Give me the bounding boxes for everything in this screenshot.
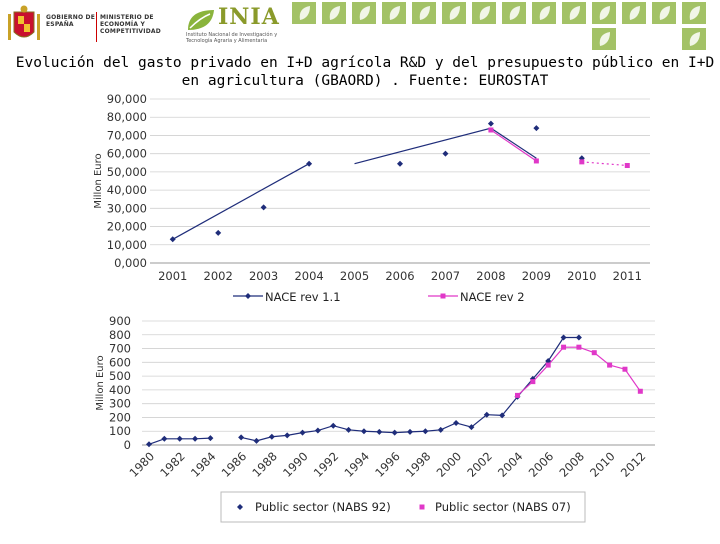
x-tick-label: 2006: [525, 449, 557, 480]
y-tick-label: 900: [109, 314, 131, 328]
x-tick-label: 2008: [556, 449, 588, 480]
data-point-nabs-07: [576, 345, 581, 350]
x-tick-label: 2011: [612, 269, 642, 283]
data-point-nabs-92: [576, 335, 582, 341]
y-tick-label: 40,000: [106, 183, 147, 198]
series-line-nace-rev-2-dotted: [582, 162, 627, 166]
x-tick-label: 2012: [617, 449, 649, 480]
y-tick-label: 100: [109, 424, 131, 439]
x-tick-label: 1994: [341, 449, 373, 480]
data-point-nabs-92: [300, 430, 306, 436]
data-point-nabs-07: [592, 350, 597, 355]
data-point-nabs-92: [330, 423, 336, 429]
data-point-nabs-92: [438, 427, 444, 433]
logo-divider: [96, 12, 97, 42]
data-point-nace-rev-2: [488, 127, 493, 132]
data-point-nace-rev-1-1: [261, 204, 267, 210]
x-tick-label: 2006: [385, 269, 415, 283]
x-tick-label: 2007: [430, 269, 461, 283]
chart-2-legend: [221, 492, 585, 522]
legend-marker-nace-rev-2: [441, 294, 446, 299]
x-tick-label: 2010: [587, 449, 618, 480]
government-logo: [6, 4, 176, 46]
x-tick-label: 2004: [294, 269, 324, 283]
data-point-nabs-07: [607, 363, 612, 368]
data-point-nabs-92: [253, 438, 259, 444]
data-point-nabs-07: [638, 389, 643, 394]
charts-canvas: [93, 92, 659, 540]
y-axis-label: Millon Euro: [93, 153, 104, 209]
data-point-nace-rev-1-1: [170, 236, 176, 242]
y-tick-label: 20,000: [106, 219, 147, 234]
data-point-nabs-07: [515, 393, 520, 398]
series-line-nace-rev-1-1: [173, 164, 309, 240]
y-tick-label: 300: [109, 396, 131, 411]
y-axis-label: Millon Euro: [95, 355, 106, 411]
data-point-nace-rev-1-1: [215, 230, 221, 236]
data-point-nabs-92: [284, 432, 290, 438]
data-point-nace-rev-2: [579, 159, 584, 164]
data-point-nabs-92: [161, 436, 167, 442]
slide-title: Evolución del gasto privado en I+D agrícola R&D y del presupuesto público en I+D en agricultura (GBAORD) . Fuente: EUROSTAT: [15, 55, 715, 89]
y-tick-label: 50,000: [106, 164, 147, 179]
x-tick-label: 1992: [310, 449, 342, 480]
data-point-nace-rev-1-1: [442, 151, 448, 157]
data-point-nace-rev-2: [625, 163, 630, 168]
legend-label-nabs-92: Public sector (NABS 92): [255, 500, 391, 514]
y-tick-label: 80,000: [106, 110, 147, 125]
spain-crest-icon: [6, 4, 42, 46]
x-tick-label: 2004: [495, 449, 526, 480]
x-tick-label: 2001: [158, 269, 188, 283]
legend-marker-nace-rev-1-1: [245, 293, 251, 299]
y-tick-label: 200: [109, 410, 131, 425]
series-line-nace-rev-1-1: [355, 128, 537, 164]
y-tick-label: 70,000: [106, 128, 147, 143]
data-point-nabs-92: [146, 441, 152, 447]
charts-panel: [93, 92, 659, 540]
data-point-nace-rev-2: [534, 158, 539, 163]
y-tick-label: 0,000: [114, 256, 147, 270]
data-point-nabs-07: [546, 363, 551, 368]
data-point-nabs-92: [376, 429, 382, 435]
y-tick-label: 90,000: [106, 92, 147, 106]
chart-1-legend: [233, 290, 525, 304]
x-tick-label: 1982: [157, 449, 188, 480]
x-tick-label: 1990: [280, 449, 311, 480]
chart-1: [93, 92, 650, 304]
data-point-nabs-92: [177, 436, 183, 442]
inia-name: INIA: [218, 4, 280, 30]
x-tick-label: 2000: [433, 449, 465, 480]
header-banner: [0, 0, 720, 52]
data-point-nace-rev-1-1: [533, 125, 539, 131]
series-line-nace-rev-2: [491, 130, 536, 161]
data-point-nace-rev-1-1: [488, 121, 494, 127]
inia-logo: [182, 2, 282, 50]
legend-marker-nabs-07: [420, 505, 425, 510]
data-point-nabs-92: [238, 434, 244, 440]
x-tick-label: 1984: [187, 449, 219, 480]
series-line-nabs-92: [241, 338, 579, 441]
data-point-nace-rev-1-1: [397, 161, 403, 167]
data-point-nabs-92: [315, 428, 321, 434]
x-tick-label: 1986: [218, 449, 250, 480]
series-line-nabs-07: [517, 347, 640, 395]
x-tick-label: 1996: [372, 449, 403, 480]
data-point-nabs-07: [622, 367, 627, 372]
y-tick-label: 60,000: [106, 146, 147, 161]
x-tick-label: 2002: [464, 449, 495, 480]
y-tick-label: 500: [109, 369, 131, 384]
legend-marker-nabs-92: [237, 504, 243, 510]
x-tick-label: 1998: [402, 449, 434, 480]
x-tick-label: 1980: [126, 449, 158, 480]
data-point-nabs-92: [392, 430, 398, 436]
data-point-nabs-92: [207, 435, 213, 441]
data-point-nabs-92: [561, 335, 567, 341]
x-tick-label: 2009: [521, 269, 552, 283]
data-point-nace-rev-1-1: [306, 161, 312, 167]
data-point-nabs-07: [530, 379, 535, 384]
data-point-nabs-92: [422, 428, 428, 434]
y-tick-label: 800: [109, 327, 131, 342]
y-tick-label: 400: [109, 382, 131, 397]
legend-label-nace-rev-2: NACE rev 2: [460, 290, 525, 304]
inia-subtitle: Instituto Nacional de Investigación y Tecnología Agraria y Alimentaria: [186, 32, 278, 44]
x-tick-label: 2010: [567, 269, 597, 283]
data-point-nabs-92: [192, 436, 198, 442]
legend-label-nabs-07: Public sector (NABS 07): [435, 500, 571, 514]
y-tick-label: 600: [109, 355, 131, 370]
data-point-nabs-07: [561, 345, 566, 350]
y-tick-label: 0: [123, 438, 131, 452]
data-point-nabs-92: [346, 427, 352, 433]
x-tick-label: 2003: [248, 269, 279, 283]
data-point-nabs-92: [269, 434, 275, 440]
gov-label: GOBIERNO DE ESPAÑA: [46, 14, 96, 28]
x-tick-label: 2008: [476, 269, 506, 283]
legend-label-nace-rev-1-1: NACE rev 1.1: [265, 290, 341, 304]
x-tick-label: 2005: [339, 269, 370, 283]
leaf-icon: [184, 6, 218, 34]
y-tick-label: 30,000: [106, 201, 147, 216]
data-point-nabs-92: [361, 428, 367, 434]
data-point-nabs-92: [407, 429, 413, 435]
chart-2: [95, 314, 655, 522]
y-tick-label: 700: [109, 341, 131, 356]
x-tick-label: 2002: [203, 269, 233, 283]
ministry-label: MINISTERIO DE ECONOMÍA Y COMPETITIVIDAD: [100, 14, 161, 35]
data-point-nabs-92: [453, 420, 459, 426]
y-tick-label: 10,000: [106, 237, 147, 252]
x-tick-label: 1988: [249, 449, 280, 480]
